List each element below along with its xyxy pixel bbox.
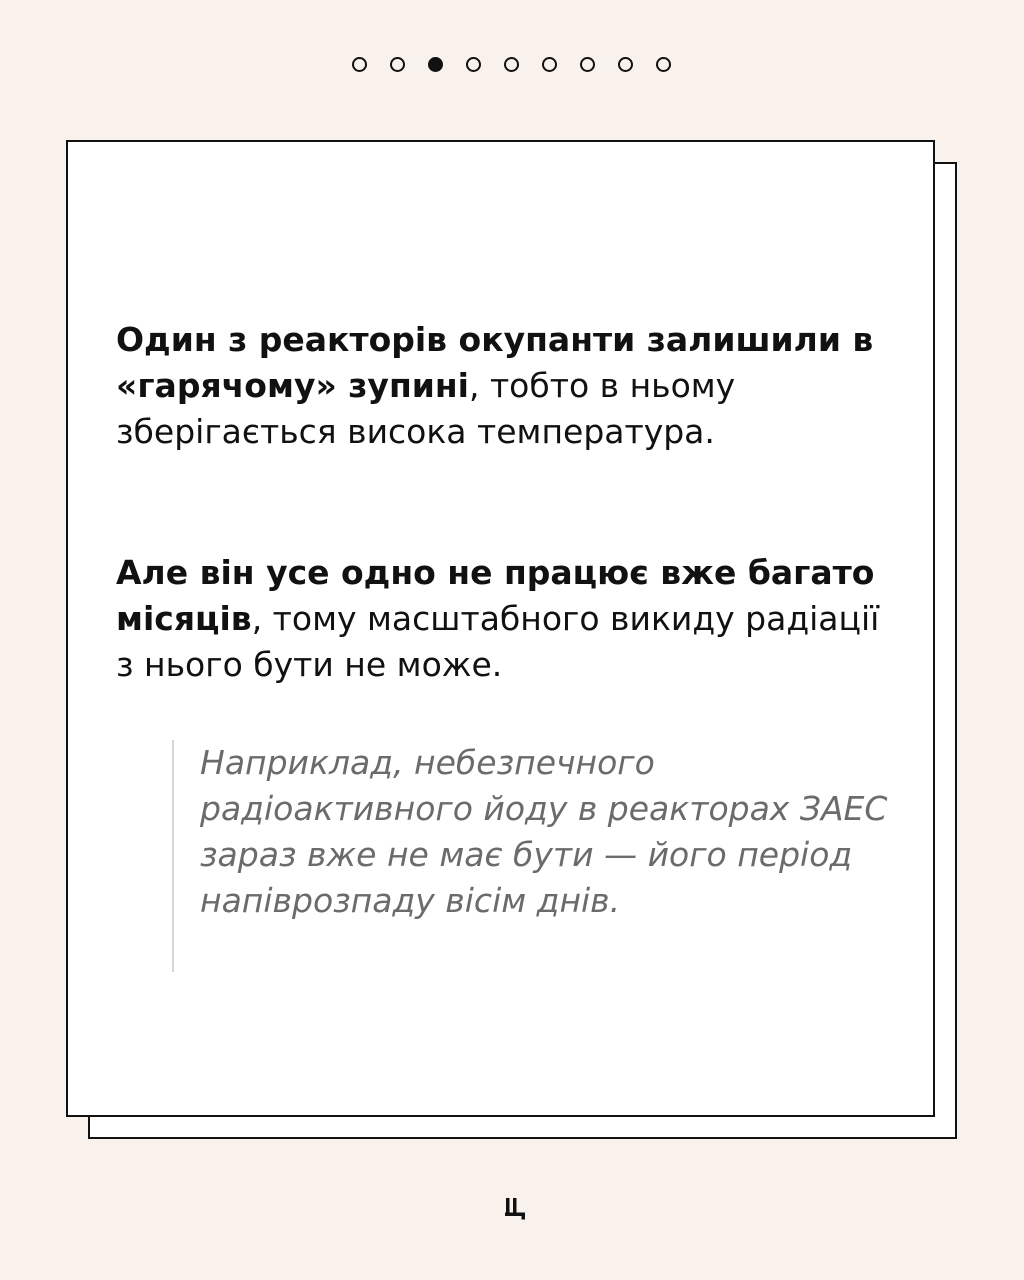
paragraph-1-regular: , тобто в ньому зберігається висока температура. — [116, 366, 736, 451]
paragraph-2 — [116, 550, 896, 688]
blockquote — [172, 740, 894, 972]
pagination-dot-8[interactable] — [618, 57, 633, 72]
pagination-dot-9[interactable] — [656, 57, 671, 72]
content-card — [66, 140, 935, 1117]
pagination-dot-7[interactable] — [580, 57, 595, 72]
pagination-dot-1[interactable] — [352, 57, 367, 72]
pagination-dot-6[interactable] — [542, 57, 557, 72]
paragraph-1-bold: Один з реакторів окупанти залишили в «гарячому» зупині — [116, 320, 874, 405]
pagination-dots — [0, 0, 1024, 130]
paragraph-1 — [116, 317, 896, 455]
paragraph-2-bold: Але він усе одно не працює вже багато місяців — [116, 553, 875, 638]
paragraph-2-regular: , тому масштабного викиду радіації з нього бути не може. — [116, 599, 880, 684]
blockquote-text: Наприклад, небезпечного радіоактивного йоду в реакторах ЗАЕС зараз вже не має бути — його період напіврозпаду вісім днів. — [200, 743, 888, 920]
pagination-dot-3-active[interactable] — [428, 57, 443, 72]
pagination-dot-2[interactable] — [390, 57, 405, 72]
pagination-dot-5[interactable] — [504, 57, 519, 72]
ts-logo-icon — [494, 1188, 534, 1228]
pagination-dot-4[interactable] — [466, 57, 481, 72]
